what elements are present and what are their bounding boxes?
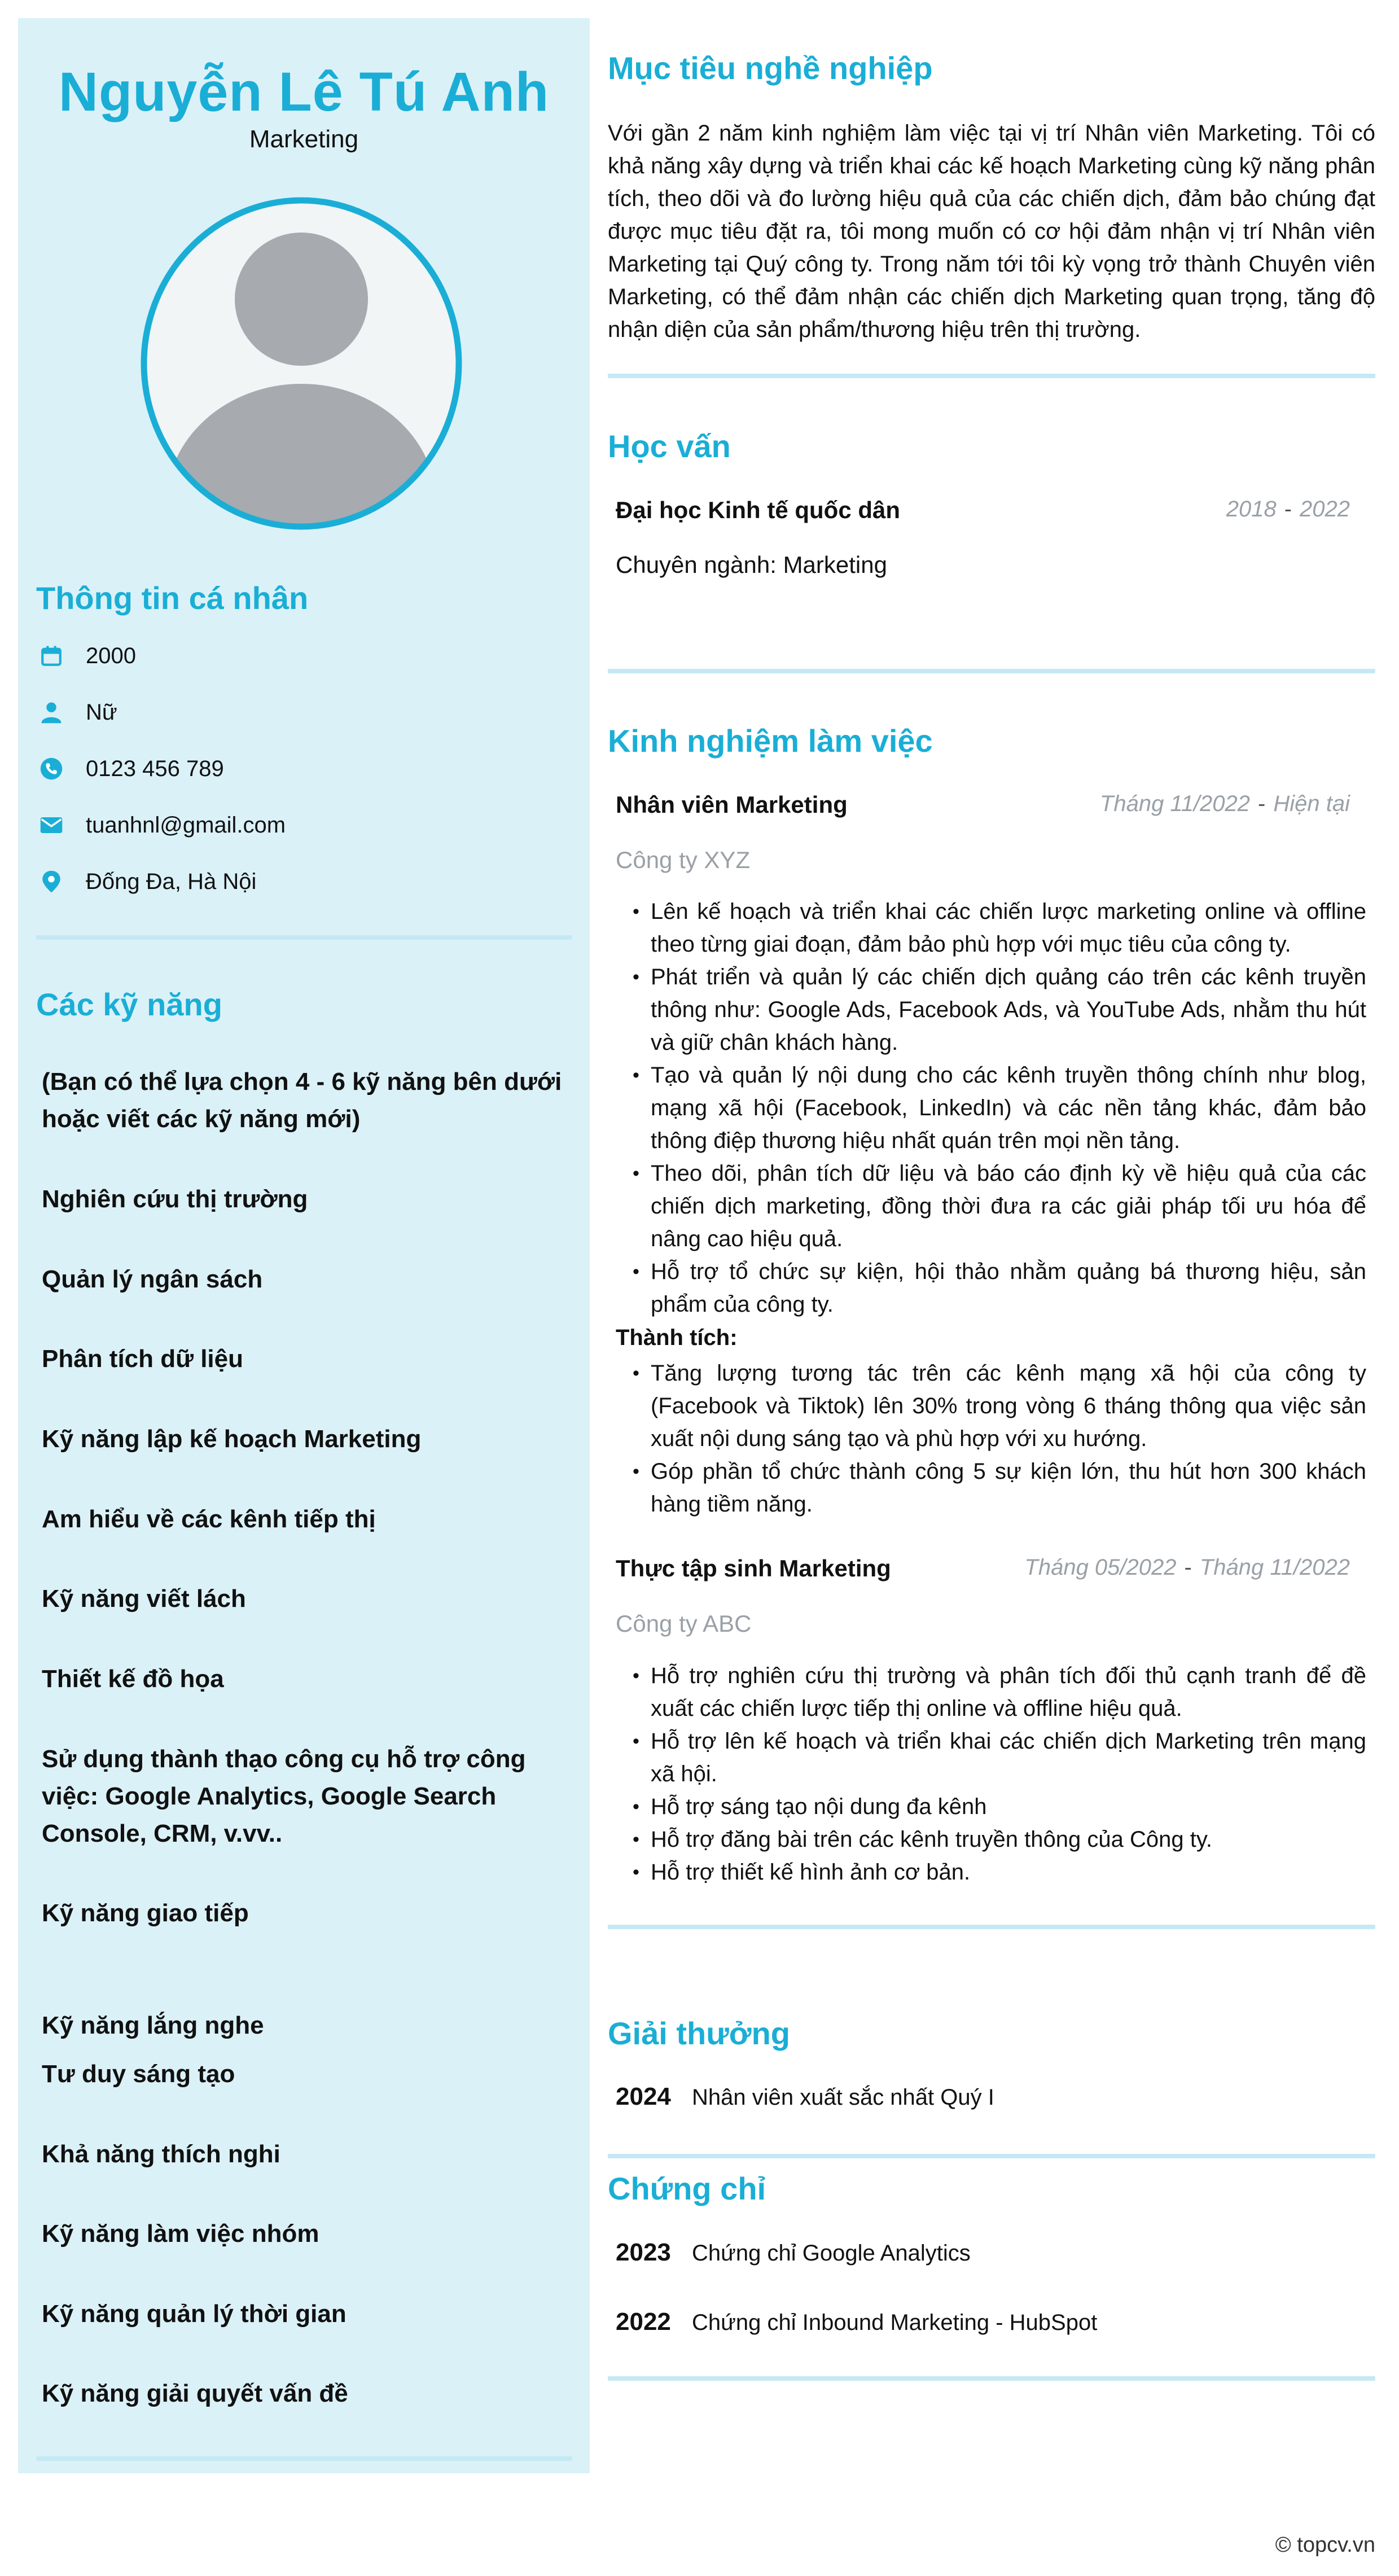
award-year: 2024 xyxy=(616,2083,671,2110)
job-end: Tháng 11/2022 xyxy=(1199,1555,1350,1580)
person-icon xyxy=(40,700,63,724)
list-item: • Hỗ trợ tổ chức sự kiện, hội thảo nhằm quảng bá thương hiệu, sản phẩm của công ty. xyxy=(616,1255,1366,1321)
avatar xyxy=(139,196,463,531)
award-text: Nhân viên xuất sắc nhất Quý I xyxy=(692,2085,994,2110)
info-address xyxy=(40,865,256,899)
list-item: • Theo dõi, phân tích dữ liệu và báo cáo định kỳ về hiệu quả của các chiến dịch marketing, đồng thời đưa ra các giải pháp tối ưu hóa để nâng cao hiệu quả. xyxy=(616,1157,1366,1255)
skills-heading: Các kỹ năng xyxy=(36,987,222,1022)
address-value: Đống Đa, Hà Nội xyxy=(86,869,257,894)
phone-icon xyxy=(40,757,63,781)
skill-item: Sử dụng thành thạo công cụ hỗ trợ công việc: Google Analytics, Google Search Console, CRM, v.vv.. xyxy=(42,1745,526,1847)
section-divider xyxy=(608,2376,1375,2381)
list-item: • Phát triển và quản lý các chiến dịch quảng cáo trên các kênh truyền thông như: Google Ads, Facebook Ads, và YouTube Ads, nhằm thu hút và giữ chân khách hàng. xyxy=(616,961,1366,1059)
calendar-icon xyxy=(40,644,63,668)
skill-item: Kỹ năng giải quyết vấn đề xyxy=(42,2380,348,2407)
certificate-row xyxy=(616,2308,1097,2336)
skill-item: Quản lý ngân sách xyxy=(42,1265,263,1293)
phone-value[interactable]: 0123 456 789 xyxy=(86,756,224,781)
awards-heading: Giải thưởng xyxy=(608,2016,791,2051)
date-separator: - xyxy=(1184,1555,1192,1580)
list-item: • Hỗ trợ nghiên cứu thị trường và phân tích đối thủ cạnh tranh để đề xuất các chiến lược tiếp thị online và offline hiệu quả. xyxy=(616,1659,1366,1725)
education-end: 2022 xyxy=(1300,497,1350,522)
job-company: Công ty XYZ xyxy=(616,847,751,873)
job-title: Thực tập sinh Marketing xyxy=(616,1555,891,1581)
certificate-text: Chứng chỉ Inbound Marketing - HubSpot xyxy=(692,2310,1098,2335)
gender-value: Nữ xyxy=(86,699,117,725)
candidate-name: Nguyễn Lê Tú Anh xyxy=(58,61,550,122)
info-birth-year xyxy=(40,639,136,673)
education-major: Chuyên ngành: Marketing xyxy=(616,551,887,578)
list-item: • Góp phần tổ chức thành công 5 sự kiện lớn, thu hút hơn 300 khách hàng tiềm năng. xyxy=(616,1455,1366,1521)
personal-info-heading: Thông tin cá nhân xyxy=(36,580,309,616)
list-item: • Tăng lượng tương tác trên các kênh mạng xã hội của công ty (Facebook và Tiktok) lên 30% trong vòng 6 tháng thông qua việc sản xuất nội dung sáng tạo và phù hợp với xu hướng. xyxy=(616,1357,1366,1455)
section-divider xyxy=(608,669,1375,673)
school-name: Đại học Kinh tế quốc dân xyxy=(616,497,901,523)
certificate-year: 2023 xyxy=(616,2238,671,2266)
certificate-row xyxy=(616,2238,971,2267)
email-value[interactable]: tuanhnl@gmail.com xyxy=(86,812,286,838)
sidebar-divider xyxy=(36,2456,572,2461)
list-item: • Hỗ trợ sáng tạo nội dung đa kênh xyxy=(616,1790,1366,1823)
job-start: Tháng 11/2022 xyxy=(1099,791,1251,816)
skill-item: (Bạn có thể lựa chọn 4 - 6 kỹ năng bên dưới hoặc viết các kỹ năng mới) xyxy=(42,1068,562,1133)
skill-item: Nghiên cứu thị trường xyxy=(42,1185,308,1213)
skill-item: Khả năng thích nghi xyxy=(42,2140,280,2168)
sidebar xyxy=(18,18,590,2473)
certificate-year: 2022 xyxy=(616,2308,671,2336)
date-separator: - xyxy=(1258,791,1266,816)
skill-item: Kỹ năng lập kế hoạch Marketing xyxy=(42,1425,422,1453)
skill-item: Tư duy sáng tạo xyxy=(42,2060,235,2088)
job-duties xyxy=(616,895,1366,1321)
location-pin-icon xyxy=(40,870,63,893)
skill-item: Am hiểu về các kênh tiếp thị xyxy=(42,1505,376,1533)
objective-text: Với gần 2 năm kinh nghiệm làm việc tại vị trí Nhân viên Marketing. Tôi có khả năng xây dựng và triển khai các kế hoạch Marketing cùng kỹ năng phân tích, theo dõi và đo lường hiệu quả của các chiến dịch, đảm bảo chúng đạt được mục tiêu đặt ra, tôi mong muốn có cơ hội đảm nhận vị trí Nhân viên Marketing tại Quý công ty. Trong năm tới tôi kỳ vọng trở thành Chuyên viên Marketing, có thể đảm nhận các chiến dịch Marketing quan trọng, tăng độ nhận diện của sản phẩm/thương hiệu trên thị trường. xyxy=(608,121,1375,342)
job-dates xyxy=(1100,791,1350,817)
job-company: Công ty ABC xyxy=(616,1610,752,1637)
certificates-heading: Chứng chỉ xyxy=(608,2171,766,2206)
info-email xyxy=(40,808,286,842)
skill-item: Kỹ năng viết lách xyxy=(42,1585,246,1613)
skill-item: Kỹ năng lắng nghe xyxy=(42,2012,264,2039)
main-column xyxy=(608,0,1375,2576)
skill-item: Phân tích dữ liệu xyxy=(42,1345,244,1373)
job-duties xyxy=(616,1659,1366,1889)
education-dates xyxy=(1226,497,1350,522)
candidate-title: Marketing xyxy=(249,125,359,153)
list-item: • Lên kế hoạch và triển khai các chiến lược marketing online và offline theo từng giai đoạn, đảm bảo phù hợp với mục tiêu của công ty. xyxy=(616,895,1366,961)
info-phone xyxy=(40,752,224,786)
list-item: • Hỗ trợ thiết kế hình ảnh cơ bản. xyxy=(616,1856,1366,1889)
job-dates xyxy=(1024,1555,1350,1580)
sidebar-divider xyxy=(36,935,572,940)
achievements-label: Thành tích: xyxy=(616,1325,738,1350)
experience-heading: Kinh nghiệm làm việc xyxy=(608,723,933,759)
info-gender xyxy=(40,695,117,729)
education-heading: Học vấn xyxy=(608,428,731,464)
list-item: • Tạo và quản lý nội dung cho các kênh truyền thông chính như blog, mạng xã hội (Facebook, LinkedIn) và các nền tảng khác, đảm bảo thông điệp thương hiệu nhất quán trên mọi nền tảng. xyxy=(616,1059,1366,1157)
list-item: • Hỗ trợ đăng bài trên các kênh truyền thông của Công ty. xyxy=(616,1823,1366,1856)
list-item: • Hỗ trợ lên kế hoạch và triển khai các chiến dịch Marketing trên mạng xã hội. xyxy=(616,1725,1366,1790)
job-end: Hiện tại xyxy=(1273,791,1350,816)
section-divider xyxy=(608,374,1375,378)
section-divider xyxy=(608,1925,1375,1929)
date-separator: - xyxy=(1284,497,1292,522)
job-achievements xyxy=(616,1357,1366,1521)
skill-item: Thiết kế đồ họa xyxy=(42,1665,224,1693)
skill-item: Kỹ năng làm việc nhóm xyxy=(42,2220,319,2248)
job-title: Nhân viên Marketing xyxy=(616,791,848,818)
job-start: Tháng 05/2022 xyxy=(1024,1555,1177,1580)
skill-item: Kỹ năng quản lý thời gian xyxy=(42,2300,347,2328)
birth-year-value: 2000 xyxy=(86,643,136,668)
objective-heading: Mục tiêu nghề nghiệp xyxy=(608,50,933,86)
email-icon xyxy=(40,813,63,837)
skill-item: Kỹ năng giao tiếp xyxy=(42,1899,249,1927)
section-divider xyxy=(608,2154,1375,2158)
education-start: 2018 xyxy=(1226,497,1277,522)
award-row xyxy=(616,2083,994,2111)
certificate-text: Chứng chỉ Google Analytics xyxy=(692,2241,971,2266)
footer-credit[interactable]: © topcv.vn xyxy=(1275,2533,1375,2557)
